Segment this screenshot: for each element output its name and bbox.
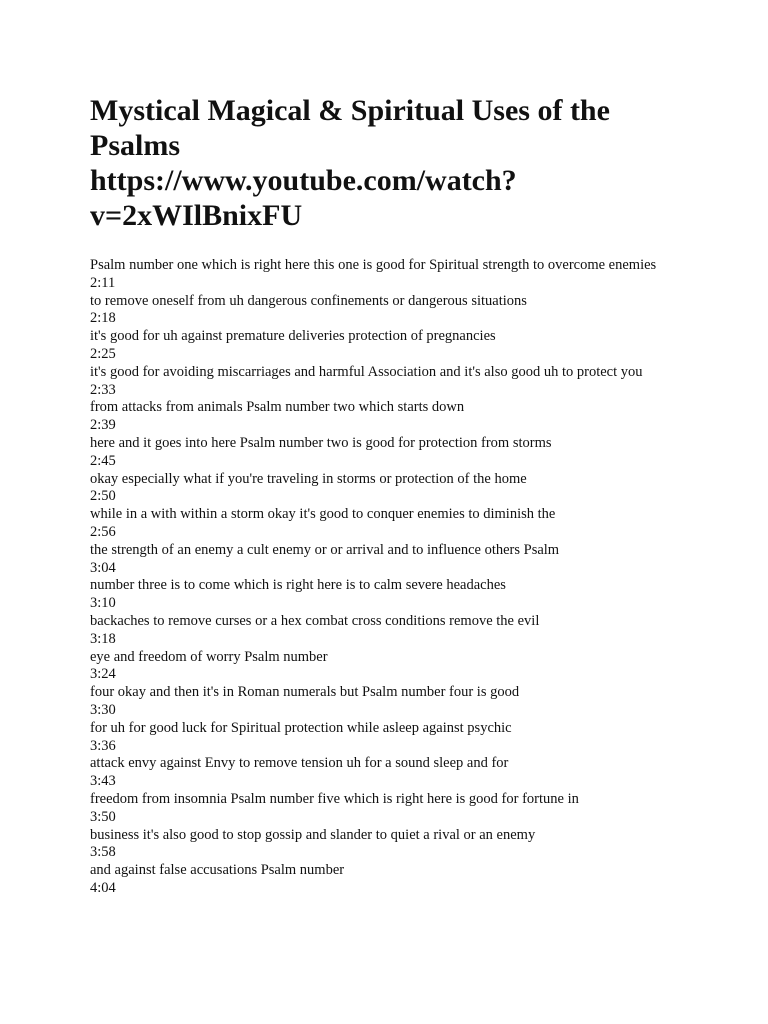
transcript-text: while in a with within a storm okay it's good to conquer enemies to diminish the [90,506,556,523]
timestamp: 4:04 [90,879,116,896]
timestamp: 2:50 [90,488,116,505]
transcript-text: for uh for good luck for Spiritual protection while asleep against psychic [90,719,512,736]
transcript-text: the strength of an enemy a cult enemy or or arrival and to influence others Psalm [90,541,560,558]
transcript-text: okay especially what if you're traveling in storms or protection of the home [90,470,527,487]
transcript-text: it's good for avoiding miscarriages and harmful Association and it's also good uh to protect you [90,363,643,380]
transcript-text: business it's also good to stop gossip and slander to quiet a rival or an enemy [90,826,536,843]
timestamp: 2:45 [90,452,116,469]
transcript-text: freedom from insomnia Psalm number five which is right here is good for fortune in [90,790,579,807]
transcript-text: it's good for uh against premature deliveries protection of pregnancies [90,328,496,345]
transcript-text: attack envy against Envy to remove tension uh for a sound sleep and for [90,755,509,772]
timestamp: 3:04 [90,559,116,576]
timestamp: 2:11 [90,274,116,291]
page-title [90,93,690,233]
timestamp: 3:58 [90,844,116,861]
transcript-text: and against false accusations Psalm number [90,862,345,879]
transcript-text: here and it goes into here Psalm number two is good for protection from storms [90,434,552,451]
transcript-text: from attacks from animals Psalm number two which starts down [90,399,465,416]
transcript-text: backaches to remove curses or a hex combat cross conditions remove the evil [90,612,540,629]
timestamp: 3:50 [90,808,116,825]
timestamp: 2:56 [90,523,116,540]
timestamp: 2:18 [90,310,116,327]
transcript-text: Psalm number one which is right here this one is good for Spiritual strength to overcome enemies [90,257,657,273]
title-link-line: v=2xWIlBnixFU [90,199,303,232]
transcript-text: number three is to come which is right here is to calm severe headaches [90,577,506,594]
transcript-body [90,257,690,898]
title-line: Psalms [90,129,180,162]
timestamp: 2:39 [90,417,116,434]
timestamp: 3:30 [90,701,116,718]
timestamp: 3:10 [90,595,116,612]
timestamp: 3:18 [90,630,116,647]
document-page [90,93,690,898]
transcript-text: to remove oneself from uh dangerous confinements or dangerous situations [90,292,527,309]
timestamp: 2:33 [90,381,116,398]
timestamp: 2:25 [90,345,116,362]
timestamp: 3:36 [90,737,116,754]
timestamp: 3:24 [90,666,116,683]
transcript-text: four okay and then it's in Roman numerals but Psalm number four is good [90,684,520,701]
transcript-text: eye and freedom of worry Psalm number [90,648,328,665]
title-link-line: https://www.youtube.com/watch? [90,164,517,197]
timestamp: 3:43 [90,773,116,790]
title-line: Mystical Magical & Spiritual Uses of the [90,94,610,127]
